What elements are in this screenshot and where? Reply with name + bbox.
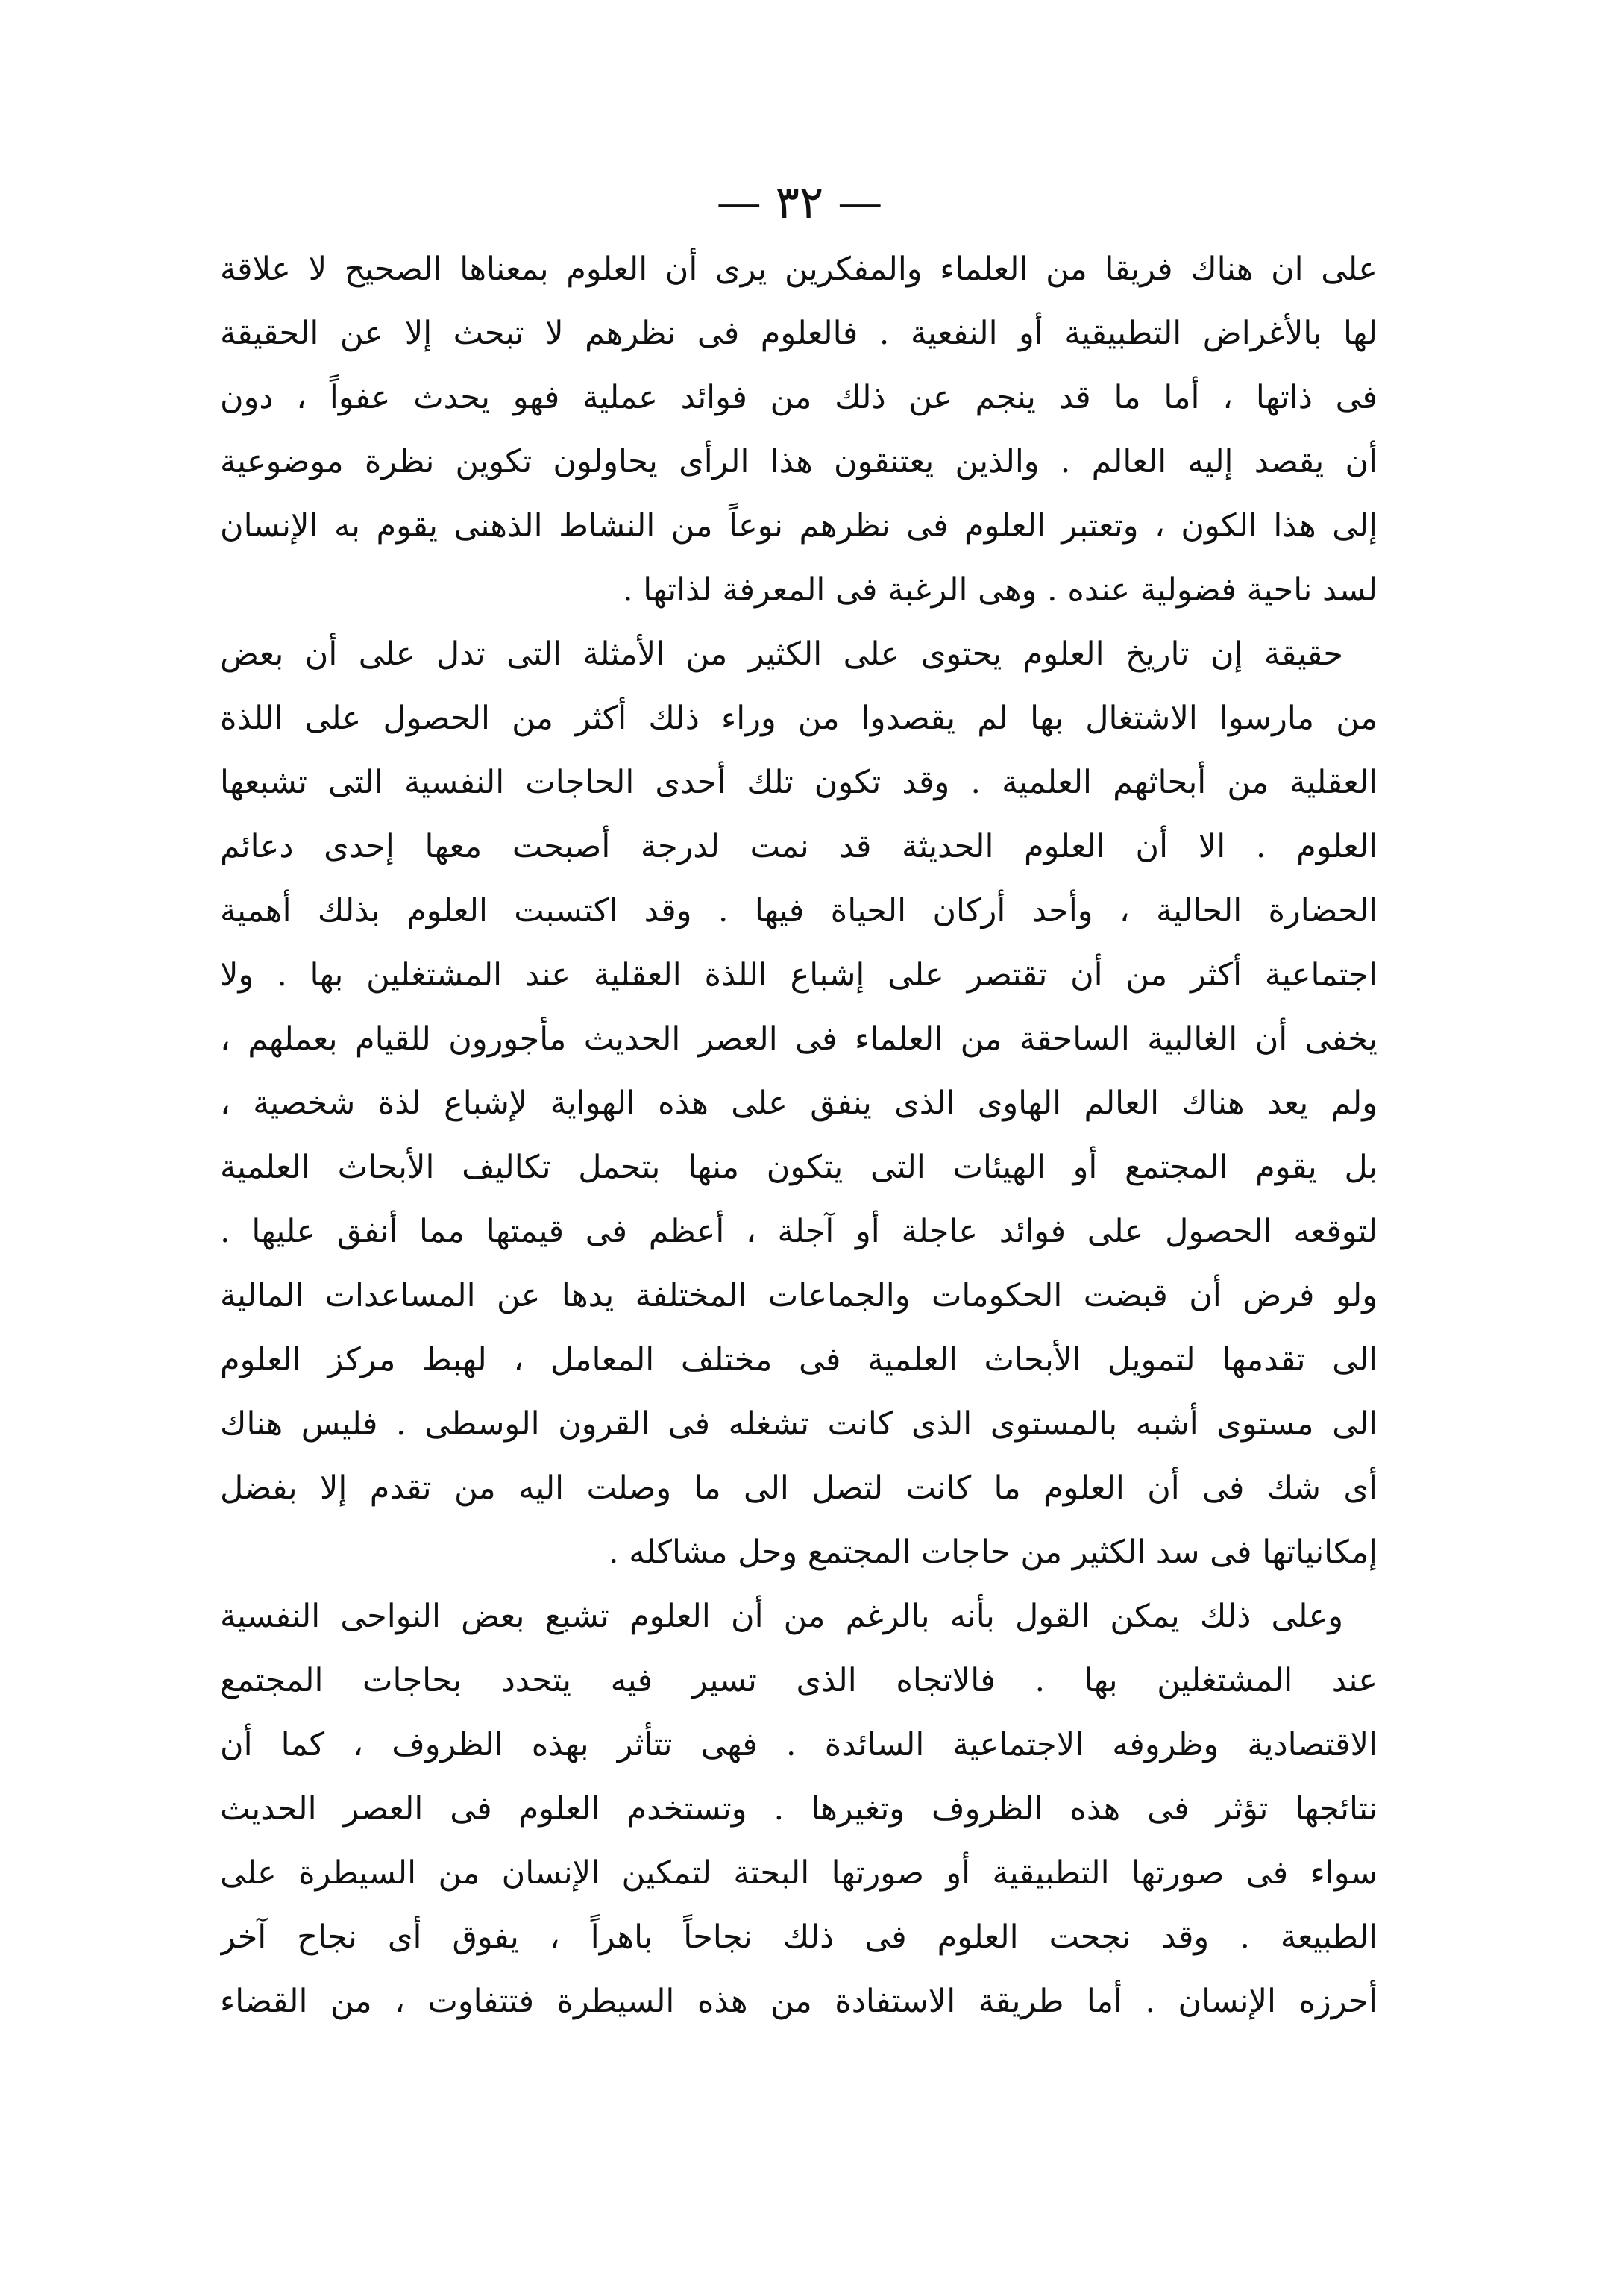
body-text (220, 237, 1377, 2033)
text-line: الحضارة الحالية ، وأحد أركان الحياة فيها . وقد اكتسبت العلوم بذلك أهمية (220, 892, 1377, 929)
text-line: بل يقوم المجتمع أو الهيئات التى يتكون منها بتحمل تكاليف الأبحاث العلمية (220, 1149, 1377, 1186)
text-line: نتائجها تؤثر فى هذه الظروف وتغيرها . وتستخدم العلوم فى العصر الحديث (220, 1790, 1377, 1828)
text-line: عند المشتغلين بها . فالاتجاه الذى تسير فيه يتحدد بحاجات المجتمع (220, 1662, 1377, 1699)
text-line: وعلى ذلك يمكن القول بأنه بالرغم من أن العلوم تشبع بعض النواحى النفسية (220, 1598, 1343, 1635)
text-line: الطبيعة . وقد نجحت العلوم فى ذلك نجاحاً باهراً ، يفوق أى نجاح آخر (220, 1919, 1377, 1956)
text-line: ولو فرض أن قبضت الحكومات والجماعات المختلفة يدها عن المساعدات المالية (220, 1277, 1377, 1314)
text-line: لسد ناحية فضولية عنده . وهى الرغبة فى المعرفة لذاتها . (622, 571, 1377, 609)
text-line: أن يقصد إليه العالم . والذين يعتنقون هذا الرأى يحاولون تكوين نظرة موضوعية (220, 443, 1377, 480)
text-line: الاقتصادية وظروفه الاجتماعية السائدة . فهى تتأثر بهذه الظروف ، كما أن (220, 1726, 1377, 1763)
text-line: أى شك فى أن العلوم ما كانت لتصل الى ما وصلت اليه من تقدم إلا بفضل (220, 1469, 1377, 1507)
text-line: لها بالأغراض التطبيقية أو النفعية . فالعلوم فى نظرهم لا تبحث إلا عن الحقيقة (220, 315, 1377, 352)
text-line: أحرزه الإنسان . أما طريقة الاستفادة من هذه السيطرة فتتفاوت ، من القضاء (220, 1983, 1377, 2020)
text-line: الى تقدمها لتمويل الأبحاث العلمية فى مختلف المعامل ، لهبط مركز العلوم (220, 1341, 1377, 1378)
text-line: إلى هذا الكون ، وتعتبر العلوم فى نظرهم نوعاً من النشاط الذهنى يقوم به الإنسان (220, 507, 1377, 545)
text-line: فى ذاتها ، أما ما قد ينجم عن ذلك من فوائد عملية فهو يحدث عفواً ، دون (220, 379, 1377, 416)
text-line: لتوقعه الحصول على فوائد عاجلة أو آجلة ، أعظم فى قيمتها مما أنفق عليها . (220, 1213, 1377, 1250)
text-line: حقيقة إن تاريخ العلوم يحتوى على الكثير من الأمثلة التى تدل على أن بعض (220, 636, 1343, 673)
text-line: على ان هناك فريقا من العلماء والمفكرين يرى أن العلوم بمعناها الصحيح لا علاقة (220, 251, 1377, 288)
text-line: العقلية من أبحاثهم العلمية . وقد تكون تلك أحدى الحاجات النفسية التى تشبعها (220, 764, 1377, 801)
text-line: اجتماعية أكثر من أن تقتصر على إشباع اللذة العقلية عند المشتغلين بها . ولا (220, 956, 1377, 994)
text-line: يخفى أن الغالبية الساحقة من العلماء فى العصر الحديث مأجورون للقيام بعملهم ، (220, 1020, 1377, 1058)
text-line: الى مستوى أشبه بالمستوى الذى كانت تشغله فى القرون الوسطى . فليس هناك (220, 1405, 1377, 1443)
text-line: إمكانياتها فى سد الكثير من حاجات المجتمع وحل مشاكله . (608, 1534, 1377, 1571)
page-number: — ٣٢ — (716, 177, 883, 229)
text-line: من مارسوا الاشتغال بها لم يقصدوا من وراء ذلك أكثر من الحصول على اللذة (220, 700, 1377, 737)
text-line: ولم يعد هناك العالم الهاوى الذى ينفق على هذه الهواية لإشباع لذة شخصية ، (220, 1085, 1377, 1122)
text-line: سواء فى صورتها التطبيقية أو صورتها البحتة لتمكين الإنسان من السيطرة على (220, 1854, 1377, 1892)
text-line: العلوم . الا أن العلوم الحديثة قد نمت لدرجة أصبحت معها إحدى دعائم (220, 828, 1377, 865)
